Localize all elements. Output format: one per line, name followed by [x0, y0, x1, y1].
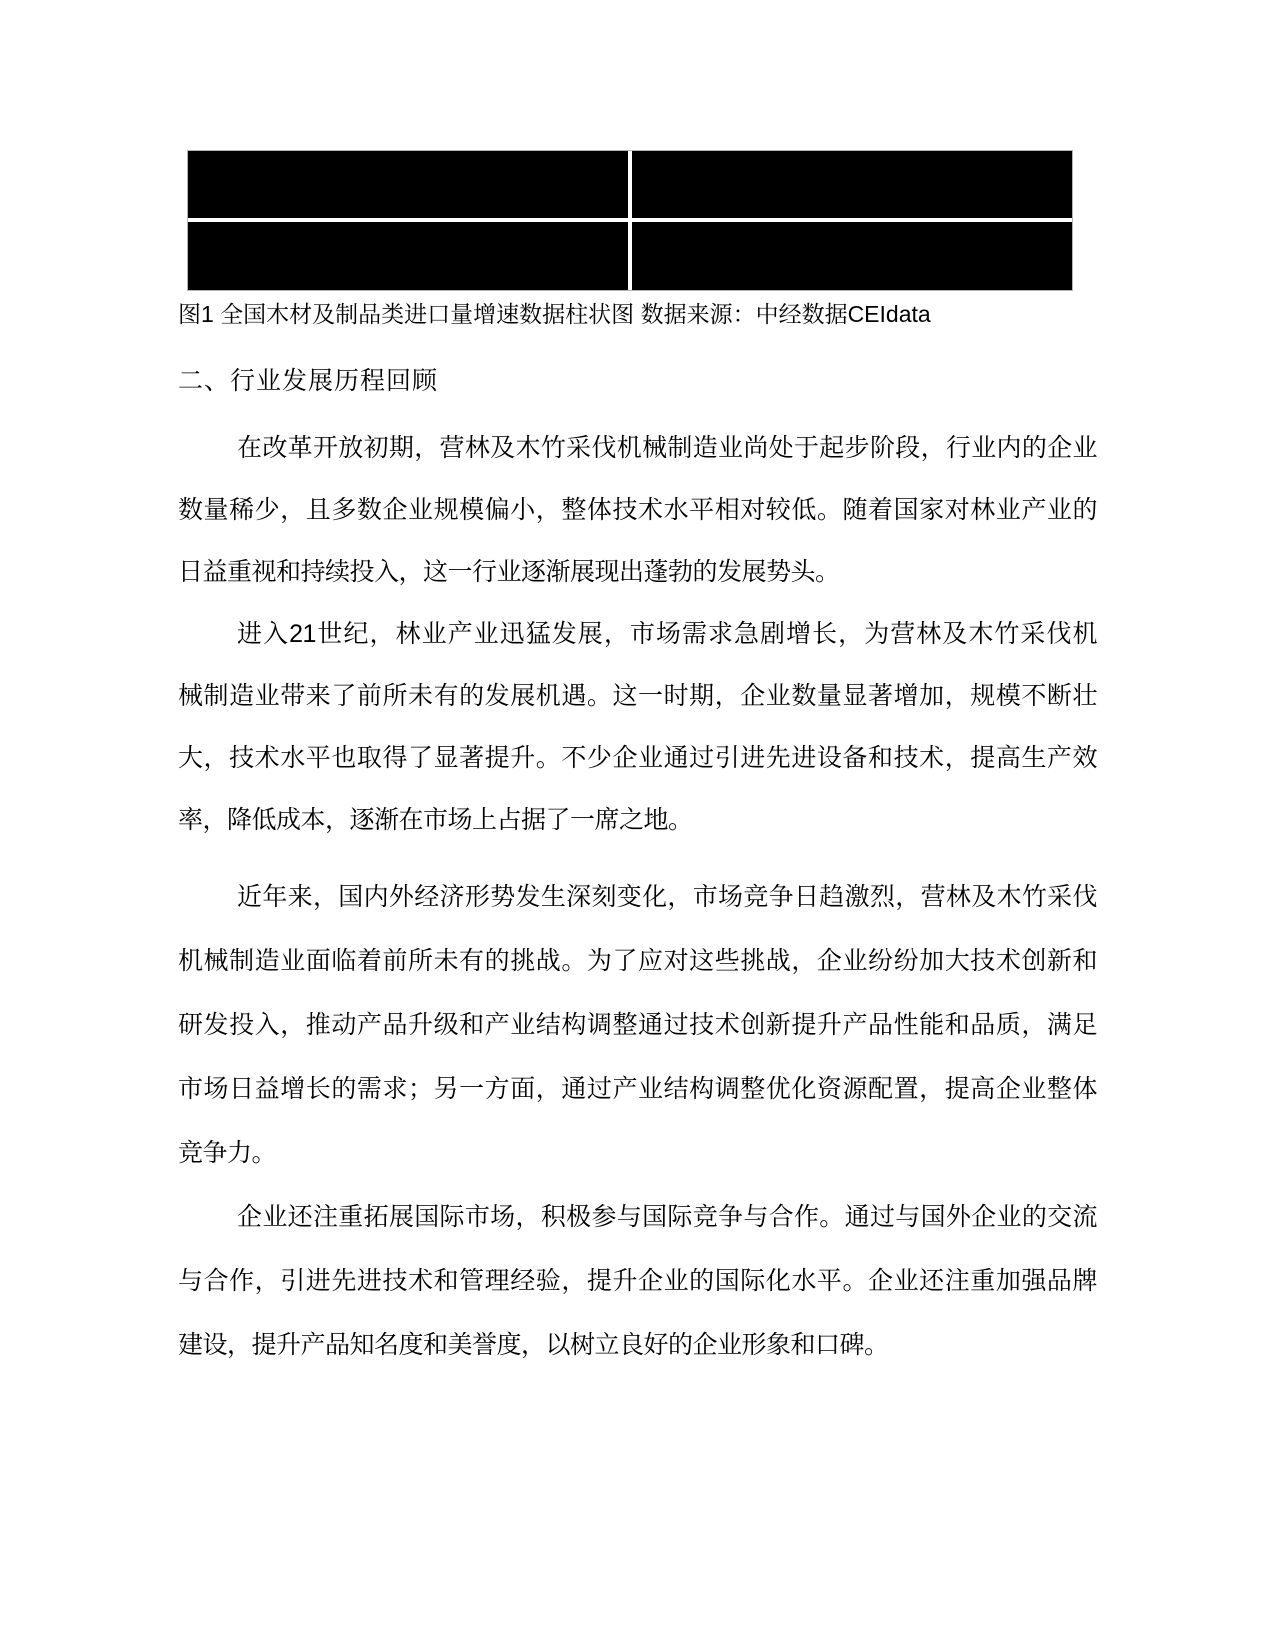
figure-image-placeholder — [632, 222, 1072, 290]
text-line: 率，降低成本，逐渐在市场上占据了一席之地。 — [178, 806, 693, 834]
text-line: 进入21世纪，林业产业迅猛发展，市场需求急剧增长，为营林及木竹采伐机 — [237, 620, 1097, 648]
text-line: 市场日益增长的需求；另一方面，通过产业结构调整优化资源配置，提高企业整体 — [178, 1075, 1097, 1103]
body-paragraphs — [178, 417, 1097, 1377]
paragraph — [178, 865, 1097, 1185]
text-line: 械制造业带来了前所未有的发展机遇。这一时期，企业数量显著增加，规模不断壮 — [178, 682, 1097, 710]
figure-image-placeholder — [188, 151, 628, 218]
text-line: 研发投入，推动产品升级和产业结构调整通过技术创新提升产品性能和品质，满足 — [178, 1011, 1097, 1039]
figure-image-placeholder — [632, 151, 1072, 218]
text-line: 大，技术水平也取得了显著提升。不少企业通过引进先进设备和技术，提高生产效 — [178, 744, 1097, 772]
figure-image-placeholder — [188, 222, 628, 290]
section-heading: 二、行业发展历程回顾 — [178, 367, 439, 395]
text-line: 与合作，引进先进技术和管理经验，提升企业的国际化水平。企业还注重加强品牌 — [178, 1267, 1097, 1295]
text-line: 建设，提升产品知名度和美誉度，以树立良好的企业形象和口碑。 — [178, 1331, 889, 1359]
text-line: 近年来，国内外经济形势发生深刻变化，市场竞争日趋激烈，营林及木竹采伐 — [237, 883, 1097, 911]
paragraph — [178, 1185, 1097, 1377]
text-line: 日益重视和持续投入，这一行业逐渐展现出蓬勃的发展势头。 — [178, 558, 840, 586]
text-line: 机械制造业面临着前所未有的挑战。为了应对这些挑战，企业纷纷加大技术创新和 — [178, 947, 1097, 975]
text-line: 竞争力。 — [178, 1139, 277, 1167]
figure-placeholder-grid — [188, 151, 1072, 290]
paragraph — [178, 417, 1097, 603]
text-line: 数量稀少，且多数企业规模偏小，整体技术水平相对较低。随着国家对林业产业的 — [178, 496, 1097, 524]
figure-caption: 图1 全国木材及制品类进口量增速数据柱状图 数据来源：中经数据CEIdata — [178, 301, 931, 327]
text-line: 在改革开放初期，营林及木竹采伐机械制造业尚处于起步阶段，行业内的企业 — [237, 434, 1097, 462]
paragraph — [178, 603, 1097, 851]
text-line: 企业还注重拓展国际市场，积极参与国际竞争与合作。通过与国外企业的交流 — [237, 1203, 1097, 1231]
